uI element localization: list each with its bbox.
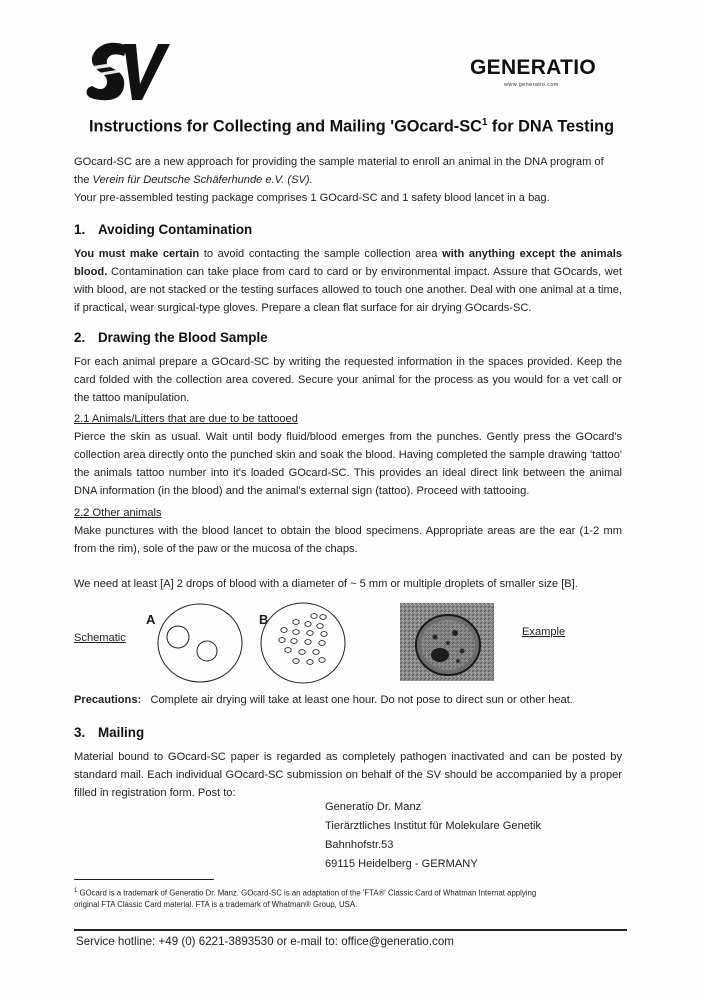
schematic-b-diagram <box>258 600 348 686</box>
section-1-heading: 1. Avoiding Contamination <box>74 222 253 237</box>
service-hotline: Service hotline: +49 (0) 6221-3893530 or e-mail to: office@generatio.com <box>76 935 454 948</box>
example-label: Example <box>522 626 566 638</box>
footer-divider <box>74 929 627 931</box>
section-3-text: Material bound to GOcard-SC paper is regarded as completely pathogen inactivated and can be posted by standard mail. Each individual GOcard-SC submission on behalf of the SV should be accompanied by a proper filled in registration form. Post to: <box>74 751 622 799</box>
address-line: 69115 Heidelberg - GERMANY <box>325 858 478 870</box>
address-line: Generatio Dr. Manz <box>325 801 422 813</box>
subsection-2-1-text: Pierce the skin as usual. Wait until body fluid/blood emerges from the punches. Gently press the GOcard's collection area directly onto the punched skin and soak the blood. Having completed the sample drawing 'tattoo' the animals tattoo number into it's loaded GOcard-SC. This provides an ideal direct link between the animal DNA information (in the blood) and the animal's external sign (tattoo). Proceed with tattooing. <box>74 431 622 497</box>
page-title: Instructions for Collecting and Mailing '$GOcard-SC^1$ for DNA Testing <box>88 117 615 136</box>
section-2-heading: 2. Drawing the Blood Sample <box>74 330 268 345</box>
schematic-a-label: A <box>146 612 156 627</box>
example-photo <box>400 603 494 681</box>
precautions-label: Precautions: <box>74 694 142 706</box>
subsection-2-2-text: Make punctures with the blood lancet to obtain the blood specimens. Appropriate areas are the ear (1-2 mm from the rim), sole of the paw or the mucosa of the chaps. <box>74 525 622 555</box>
mailing-address <box>325 798 541 874</box>
sv-logo <box>78 40 170 102</box>
precautions-text: Complete air drying will take at least one hour. Do not pose to direct sun or other heat. <box>150 694 573 706</box>
section-1-text: You must make certain to avoid contacting the sample collection area with anything except the animals blood. Contamination can take place from card to card or by environmental impact. Assure that GOcards, wet with blood, are not stacked or the testing surfaces allowed to touch one another. Deal with one animal at a time, if practical, wear surgical-type gloves. Prepare a clean flat surface for air drying GOcards-SC. <box>74 248 623 314</box>
intro-paragraph: GOcard-SC are a new approach for providing the sample material to enroll an animal in the DNA program of the Verein für Deutsche Schäferhunde e.V. (SV). Your pre-assembled testing package comprises 1 GOcard-SC and 1 safety blood lancet in a bag. <box>74 156 604 204</box>
precautions <box>74 694 573 706</box>
subsection-2-1-title: 2.1 Animals/Litters that are due to be tattooed <box>74 413 298 425</box>
schematic-label: Schematic <box>74 632 126 644</box>
footnote-divider <box>74 879 214 880</box>
section-3-heading: 3. Mailing <box>74 725 145 740</box>
schematic-b-label: B <box>259 612 269 627</box>
address-line: Bahnhofstr.53 <box>325 839 394 851</box>
subsection-2-2-title: 2.2 Other animals <box>74 507 162 519</box>
footnote: $^1$ GOcard is a trademark of Generatio Dr. Manz. GOcard-SC is an adaptation of the 'FTA®' Classic Card of Whatman Internat applying original FTA Classic Card material. FTA is a trademark of Whatman® Group, USA. <box>74 888 537 909</box>
section-2-text: For each animal prepare a GOcard-SC by writing the requested information in the spaces provided. Keep the card folded with the collection area covered. Secure your animal for the process as you would for a vet call or the tattoo manipulation. <box>74 356 622 404</box>
generatio-url: www.generatio.com <box>504 82 559 88</box>
generatio-brand: GENERATIO <box>470 56 596 79</box>
blood-requirement-text: We need at least [A] 2 drops of blood with a diameter of ~ 5 mm or multiple droplets of smaller size [B]. <box>74 578 578 590</box>
address-line: Tierärztliches Institut für Molekulare Genetik <box>325 820 541 832</box>
schematic-a-diagram <box>155 602 245 684</box>
